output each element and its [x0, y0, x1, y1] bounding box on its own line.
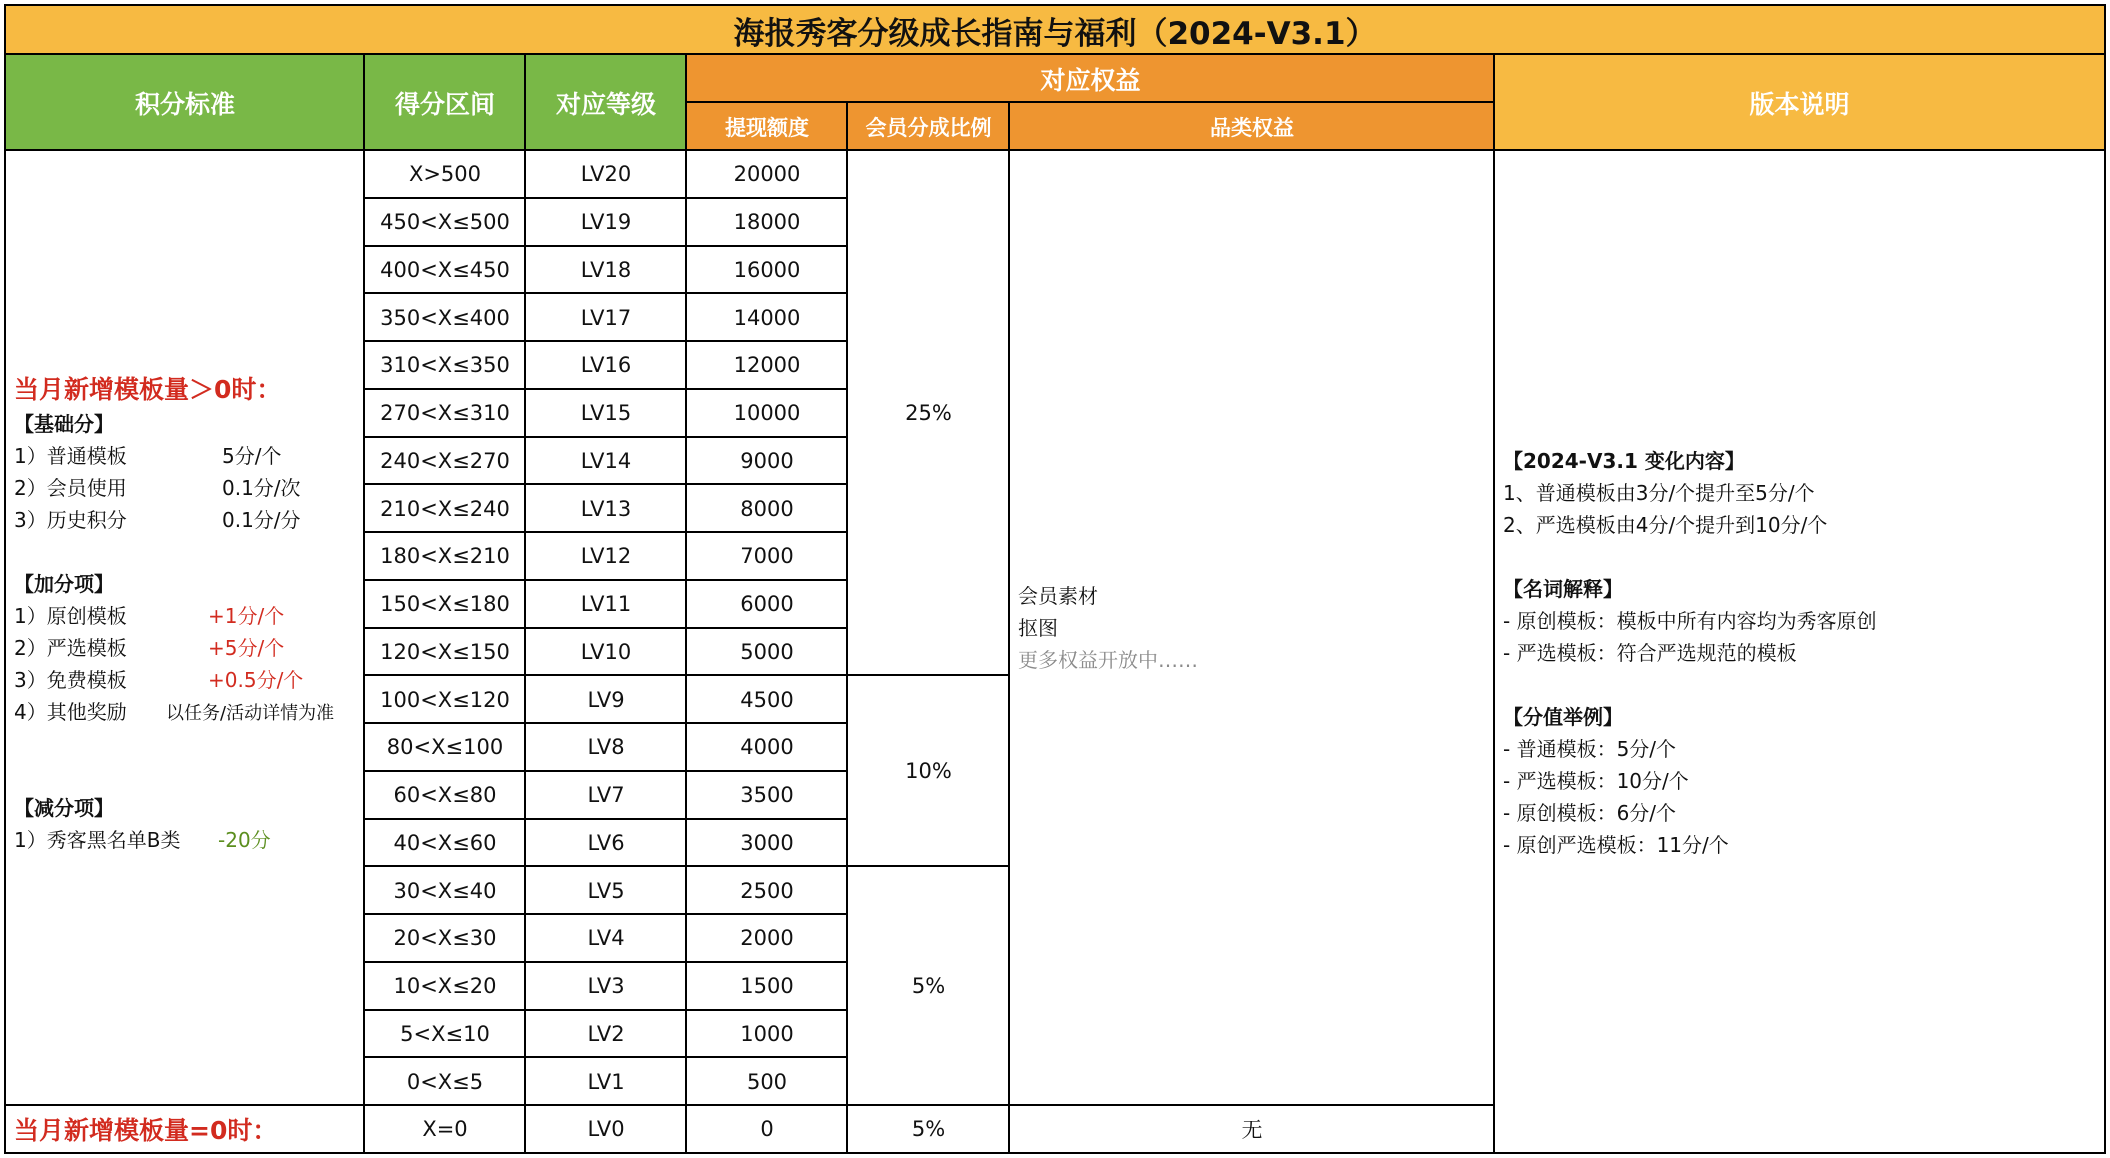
- row-divider: [363, 292, 848, 294]
- score-range-cell: 400<X≤450: [380, 257, 510, 282]
- example-item: - 严选模板：10分/个: [1503, 769, 1689, 793]
- level-cell: LV5: [587, 878, 625, 903]
- zero-row-category: 无: [1241, 1118, 1263, 1142]
- level-cell: LV7: [587, 783, 625, 808]
- withdraw-cell: 16000: [733, 257, 801, 282]
- level-cell: LV1: [587, 1069, 625, 1094]
- row-divider: [363, 245, 848, 247]
- withdraw-cell: 1000: [740, 1021, 794, 1046]
- withdraw-cell: 4000: [740, 735, 794, 760]
- base-item: 3）历史积分 0.1分/分: [14, 508, 301, 532]
- level-cell: LV13: [580, 496, 632, 521]
- row-divider: [363, 913, 848, 915]
- withdraw-cell: 12000: [733, 353, 801, 378]
- share-ratio-group-low: 5%: [911, 974, 946, 998]
- withdraw-cell: 9000: [740, 448, 794, 473]
- level-cell: LV10: [580, 639, 632, 664]
- score-range-cell: 450<X≤500: [380, 210, 510, 235]
- level-cell: LV2: [587, 1021, 625, 1046]
- score-range-cell: 120<X≤150: [380, 639, 510, 664]
- score-range-cell: 5<X≤10: [400, 1021, 490, 1046]
- bonus-item: 2）严选模板 +5分/个: [14, 636, 285, 660]
- withdraw-cell: 6000: [740, 592, 794, 617]
- bonus-item: 4）其他奖励 以任务/活动详情为准: [14, 700, 335, 724]
- row-divider: [363, 1009, 848, 1011]
- benefit-item: 会员素材: [1018, 584, 1098, 608]
- withdraw-cell: 14000: [733, 305, 801, 330]
- minus-item: 1）秀客黑名单B类 -20分: [14, 828, 271, 852]
- withdraw-cell: 18000: [733, 210, 801, 235]
- glossary-title: 【名词解释】: [1503, 577, 1623, 601]
- withdraw-cell: 8000: [740, 496, 794, 521]
- row-divider: [363, 388, 848, 390]
- withdraw-cell: 500: [746, 1069, 788, 1094]
- withdraw-cell: 4500: [740, 687, 794, 712]
- row-divider: [363, 627, 848, 629]
- change-item: 1、普通模板由3分/个提升至5分/个: [1503, 481, 1815, 505]
- level-cell: LV15: [580, 401, 632, 426]
- level-cell: LV19: [580, 210, 632, 235]
- score-range-cell: 0<X≤5: [406, 1069, 484, 1094]
- version-notes: [1503, 445, 2099, 861]
- withdraw-cell: 20000: [733, 162, 801, 187]
- example-item: - 原创模板：6分/个: [1503, 801, 1677, 825]
- score-range-cell: 100<X≤120: [380, 687, 510, 712]
- score-range-cell: 270<X≤310: [380, 401, 510, 426]
- row-divider: [363, 1056, 848, 1058]
- glossary-item: - 原创模板：模板中所有内容均为秀客原创: [1503, 609, 1877, 633]
- minus-title: 【减分项】: [14, 796, 114, 820]
- row-divider: [363, 818, 848, 820]
- level-cell: LV4: [587, 926, 625, 951]
- change-title: 【2024-V3.1 变化内容】: [1503, 449, 1745, 473]
- withdraw-cell: 1500: [740, 974, 794, 999]
- level-cell: LV12: [580, 544, 632, 569]
- bonus-item: 1）原创模板 +1分/个: [14, 604, 285, 628]
- row-divider: [363, 579, 848, 581]
- sheet-title: 海报秀客分级成长指南与福利（2024-V3.1）: [6, 6, 2104, 54]
- score-range-cell: 40<X≤60: [393, 830, 497, 855]
- zero-row-withdraw: 0: [760, 1117, 774, 1141]
- score-range-cell: X>500: [408, 162, 482, 187]
- criteria-text: [14, 372, 362, 856]
- score-range-cell: 240<X≤270: [380, 448, 510, 473]
- withdraw-cell: 3500: [740, 783, 794, 808]
- level-cell: LV14: [580, 448, 632, 473]
- header-criteria: 积分标准: [6, 55, 364, 150]
- benefit-item: 抠图: [1018, 616, 1058, 640]
- base-score-title: 【基础分】: [14, 412, 114, 436]
- header-version-notes: 版本说明: [1495, 55, 2104, 150]
- bonus-title: 【加分项】: [14, 572, 114, 596]
- header-withdraw: 提现额度: [687, 103, 847, 150]
- score-range-cell: 350<X≤400: [380, 305, 510, 330]
- change-item: 2、严选模板由4分/个提升到10分/个: [1503, 513, 1828, 537]
- zero-row-level: LV0: [587, 1117, 625, 1141]
- withdraw-cell: 5000: [740, 639, 794, 664]
- zero-row-range: X=0: [422, 1117, 468, 1141]
- row-divider: [363, 531, 848, 533]
- score-range-cell: 60<X≤80: [393, 783, 497, 808]
- example-item: - 普通模板：5分/个: [1503, 737, 1677, 761]
- zero-row-label: 当月新增模板量=0时：: [14, 1116, 278, 1145]
- header-score-range: 得分区间: [365, 55, 525, 150]
- row-divider: [363, 483, 848, 485]
- row-divider: [363, 674, 848, 676]
- zero-row-share: 5%: [911, 1117, 946, 1141]
- level-cell: LV20: [580, 162, 632, 187]
- score-range-cell: 180<X≤210: [380, 544, 510, 569]
- header-benefits: 对应权益: [687, 55, 1494, 102]
- score-range-cell: 310<X≤350: [380, 353, 510, 378]
- row-divider: [363, 865, 848, 867]
- row-divider: [363, 722, 848, 724]
- bonus-item: 3）免费模板 +0.5分/个: [14, 668, 304, 692]
- level-cell: LV9: [587, 687, 625, 712]
- level-cell: LV6: [587, 830, 625, 855]
- level-cell: LV18: [580, 257, 632, 282]
- base-item: 2）会员使用 0.1分/次: [14, 476, 301, 500]
- row-divider: [363, 436, 848, 438]
- withdraw-cell: 7000: [740, 544, 794, 569]
- row-divider: [363, 197, 848, 199]
- criteria-heading: 当月新增模板量＞0时：: [14, 375, 282, 404]
- benefit-item: 更多权益开放中……: [1018, 648, 1198, 672]
- withdraw-cell: 2000: [740, 926, 794, 951]
- score-range-cell: 210<X≤240: [380, 496, 510, 521]
- withdraw-cell: 10000: [733, 401, 801, 426]
- score-range-cell: 10<X≤20: [393, 974, 497, 999]
- category-benefits: [1018, 580, 1488, 676]
- row-divider: [363, 770, 848, 772]
- level-cell: LV11: [580, 592, 632, 617]
- score-range-cell: 80<X≤100: [386, 735, 504, 760]
- share-ratio-group-mid: 10%: [905, 759, 952, 783]
- header-category: 品类权益: [1010, 103, 1494, 150]
- score-range-cell: 150<X≤180: [380, 592, 510, 617]
- withdraw-cell: 2500: [740, 878, 794, 903]
- share-ratio-group-high: 25%: [905, 401, 952, 425]
- score-range-cell: 20<X≤30: [393, 926, 497, 951]
- level-cell: LV8: [587, 735, 625, 760]
- level-cell: LV3: [587, 974, 625, 999]
- level-cell: LV17: [580, 305, 632, 330]
- example-item: - 原创严选模板：11分/个: [1503, 833, 1729, 857]
- header-share-ratio: 会员分成比例: [848, 103, 1009, 150]
- examples-title: 【分值举例】: [1503, 705, 1623, 729]
- row-divider: [363, 340, 848, 342]
- glossary-item: - 严选模板：符合严选规范的模板: [1503, 641, 1797, 665]
- score-range-cell: 30<X≤40: [393, 878, 497, 903]
- base-item: 1）普通模板 5分/个: [14, 444, 282, 468]
- header-level: 对应等级: [526, 55, 686, 150]
- withdraw-cell: 3000: [740, 830, 794, 855]
- row-divider: [363, 961, 848, 963]
- level-cell: LV16: [580, 353, 632, 378]
